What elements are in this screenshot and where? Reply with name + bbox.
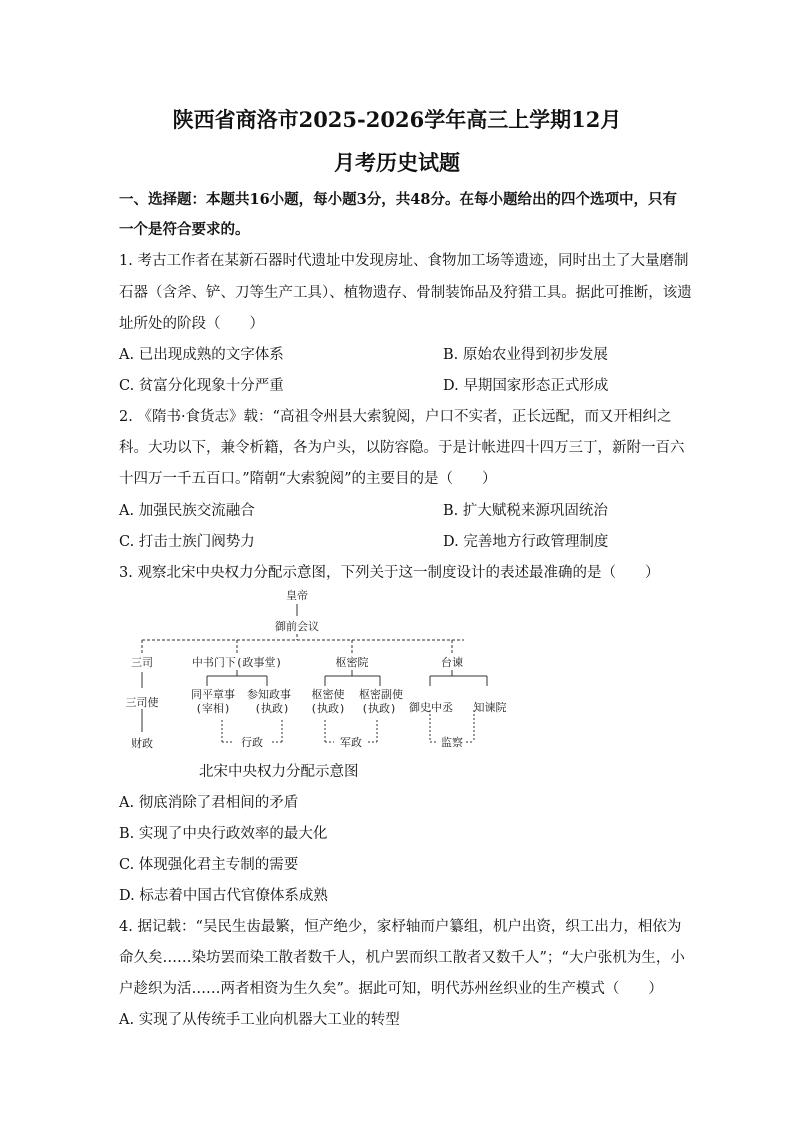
diagram-sansi: 三司 [131, 656, 153, 669]
diagram-canzhi-note: (执政) [254, 702, 290, 715]
diagram-tongping: 同平章事 [191, 688, 235, 701]
song-power-diagram [112, 584, 532, 756]
diagram-junzheng: 军政 [340, 736, 362, 749]
q1-option-b[interactable]: B. 原始农业得到初步发展 [443, 347, 608, 363]
diagram-xingzheng: 行政 [241, 736, 263, 749]
q3-option-d[interactable]: D. 标志着中国古代官僚体系成熟 [119, 888, 328, 904]
diagram-jiancha: 监察 [441, 736, 463, 749]
diagram-zhongshu: 中书门下(政事堂) [191, 656, 283, 669]
diagram-zhijian: 知谏院 [473, 701, 507, 714]
q1-option-d[interactable]: D. 早期国家形态正式形成 [443, 378, 609, 394]
q4-option-a[interactable]: A. 实现了从传统手工业向机器大工业的转型 [119, 1012, 400, 1028]
diagram-shumiyuan: 枢密院 [335, 656, 369, 669]
q2-stem-line1: 2. 《隋书·食货志》载：“高祖令州县大索貌阅，户口不实者，正长远配，而又开相纠之 [119, 409, 672, 425]
q2-stem-line2: 科。大功以下，兼令析籍，各为户头，以防容隐。于是计帐进四十四万三丁，新附一百六 [119, 440, 685, 456]
section-instruction-line2: 一个是符合要求的。 [119, 221, 250, 238]
diagram-taijian: 台谏 [441, 656, 463, 669]
q4-stem-line1: 4. 据记载：“吴民生齿最繁，恒产绝少，家杼轴而户纂组，机户出资，织工出力，相依为 [119, 919, 682, 935]
diagram-caizheng: 财政 [131, 737, 153, 750]
q2-option-b[interactable]: B. 扩大赋税来源巩固统治 [443, 503, 608, 519]
q3-stem-line1: 3. 观察北宋中央权力分配示意图，下列关于这一制度设计的表述最准确的是（ ） [119, 565, 660, 581]
section-instruction-line1: 一、选择题：本题共16小题，每小题3分，共48分。在每小题给出的四个选项中，只有 [119, 191, 677, 208]
diagram-canzhi: 参知政事 [247, 688, 291, 701]
diagram-shumishi: 枢密使 [311, 688, 345, 701]
exam-title-line1: 陕西省商洛市2025-2026学年高三上学期12月 [172, 107, 622, 132]
q1-stem-line3: 址所处的阶段（ ） [119, 316, 264, 332]
q4-stem-line2: 命久矣……染坊罢而染工散者数千人，机户罢而织工散者又数千人”；“大户张机为生，小 [119, 950, 685, 966]
q2-option-c[interactable]: C. 打击士族门阀势力 [119, 534, 255, 550]
diagram-shumishi-note: (执政) [310, 702, 346, 715]
q1-stem-line1: 1. 考古工作者在某新石器时代遗址中发现房址、食物加工场等遗迹，同时出土了大量磨制 [119, 253, 689, 269]
q4-stem-line3: 户趁织为活……两者相资为生久矣”。据此可知，明代苏州丝织业的生产模式（ ） [119, 981, 663, 997]
diagram-emperor: 皇帝 [286, 589, 308, 602]
q1-option-a[interactable]: A. 已出现成熟的文字体系 [119, 347, 284, 363]
diagram-yushi: 御史中丞 [409, 701, 453, 714]
q3-option-c[interactable]: C. 体现强化君主专制的需要 [119, 857, 299, 873]
q3-diagram-caption: 北宋中央权力分配示意图 [199, 764, 359, 780]
diagram-shumifushi-note: (执政) [361, 702, 397, 715]
q3-option-a[interactable]: A. 彻底消除了君相间的矛盾 [119, 795, 299, 811]
exam-title-line2: 月考历史试题 [334, 150, 460, 175]
diagram-sansishi: 三司使 [125, 696, 159, 709]
q1-option-c[interactable]: C. 贫富分化现象十分严重 [119, 378, 284, 394]
q2-stem-line3: 十四万一千五百口。”隋朝“大索貌阅”的主要目的是（ ） [119, 471, 497, 487]
q2-option-d[interactable]: D. 完善地方行政管理制度 [443, 534, 609, 550]
q3-option-b[interactable]: B. 实现了中央行政效率的最大化 [119, 826, 328, 842]
diagram-council: 御前会议 [275, 620, 319, 633]
q1-stem-line2: 石器（含斧、铲、刀等生产工具）、植物遗存、骨制装饰品及狩猎工具。据此可推断，该遗 [119, 285, 692, 301]
q2-option-a[interactable]: A. 加强民族交流融合 [119, 503, 255, 519]
diagram-tongping-note: (宰相) [195, 702, 231, 715]
diagram-shumifushi: 枢密副使 [359, 688, 403, 701]
